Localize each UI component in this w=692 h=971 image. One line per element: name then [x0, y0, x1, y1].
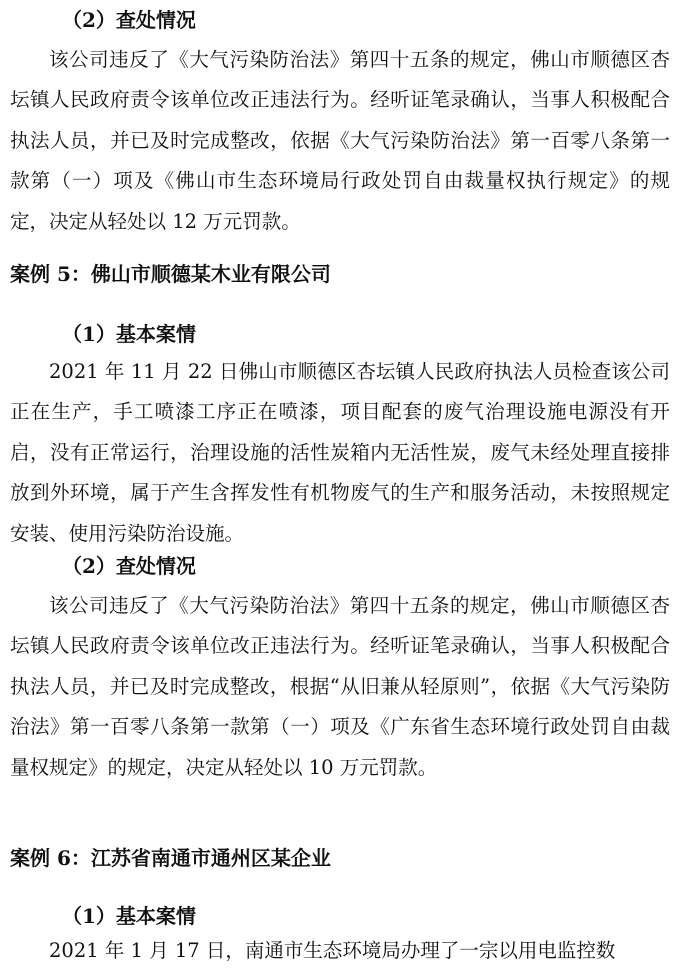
case-6-basic-paragraph: 2021 年 1 月 17 日，南通市生态环境局办理了一宗以用电监控数: [49, 939, 616, 962]
section-heading-investigation: （2）查处情况: [62, 8, 196, 32]
paragraph-investigation-result: 该公司违反了《大气污染防治法》第四十五条的规定，佛山市顺德区杏坛镇人民政府责令该单位改正违法行为。经听证笔录确认，当事人积极配合执法人员，并已及时完成整改，依据《大气污染防治法》第一百零八条第一款第（一）项及《佛山市生态环境局行政处罚自由裁量权执行规定》的规定，决定从轻处以 12 万元罚款。: [10, 48, 670, 233]
case-5-basic-paragraph: 2021 年 11 月 22 日佛山市顺德区杏坛镇人民政府执法人员检查该公司正在生产，手工喷漆工序正在喷漆，项目配套的废气治理设施电源没有开启，没有正常运行，治理设施的活性炭箱内无活性炭，废气未经处理直接排放到外环境，属于产生含挥发性有机物废气的生产和服务活动，未按照规定安装、使用污染防治设施。: [10, 360, 670, 545]
case-6-basic-heading: （1）基本案情: [62, 904, 196, 928]
case-6-title: 案例 6：江苏省南通市通州区某企业: [10, 846, 331, 870]
case-5-title: 案例 5：佛山市顺德某木业有限公司: [10, 262, 331, 286]
case-5-investigation-heading: （2）查处情况: [62, 554, 196, 578]
case-5-basic-heading: （1）基本案情: [62, 322, 196, 346]
case-5-investigation-paragraph: 该公司违反了《大气污染防治法》第四十五条的规定，佛山市顺德区杏坛镇人民政府责令该单位改正违法行为。经听证笔录确认，当事人积极配合执法人员，并已及时完成整改，根据“从旧兼从轻原则”，依据《大气污染防治法》第一百零八条第一款第（一）项及《广东省生态环境行政处罚自由裁量权规定》的规定，决定从轻处以 10 万元罚款。: [10, 594, 670, 779]
